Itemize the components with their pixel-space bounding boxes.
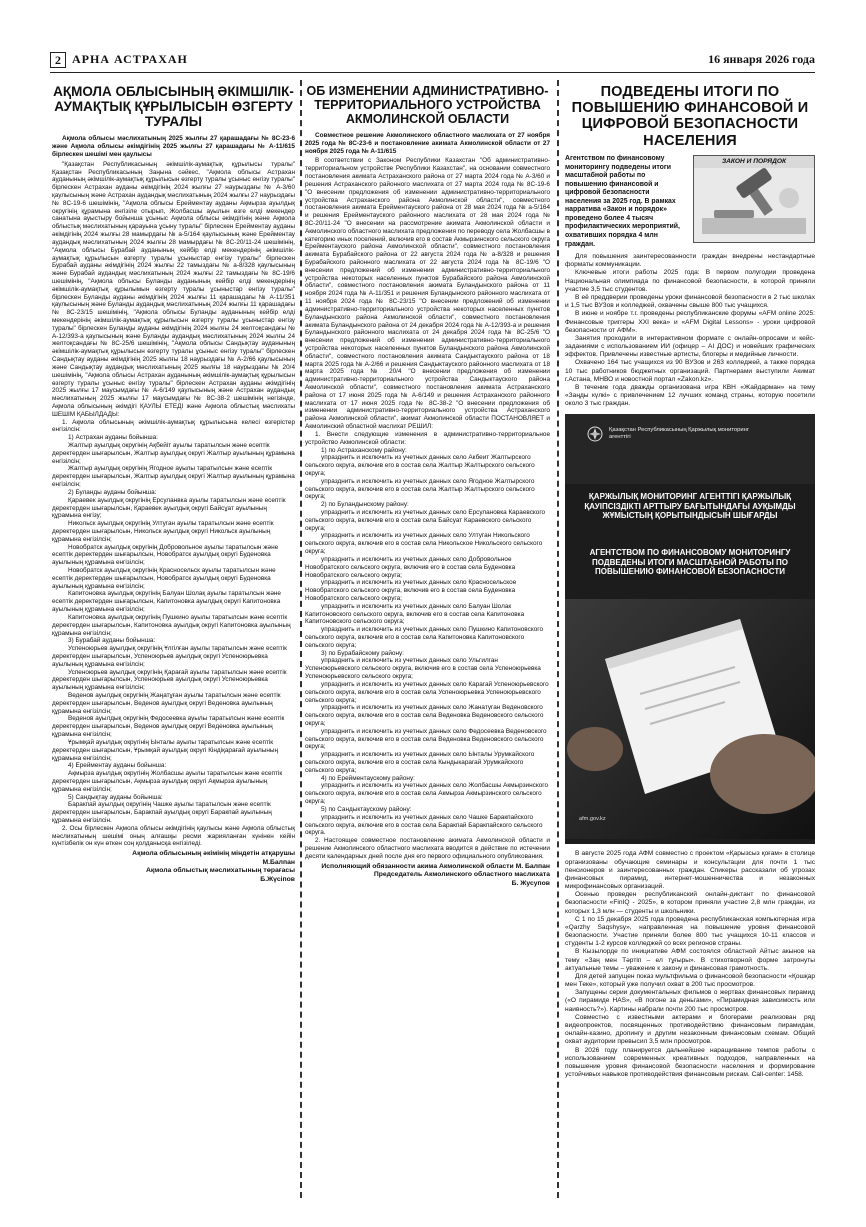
- paragraph: упразднить и исключить из учетных данных село Балуан Шолак Капитоновского сельского округа, включив его в состав села Капитоновка Капитоновского сельского округа;: [305, 602, 525, 626]
- article-afm-paras-bottom: [565, 850, 815, 1079]
- paragraph: В Кызылорде по инициативе АФМ состоялся областной Айтыс акынов на тему «Заң мен Тәртіп – ел тұғыры». В стихотворной форме затронуты актуальные темы – уважение к закону и финансовая грамотность.: [565, 948, 815, 972]
- paragraph: С 1 по 15 декабря 2025 года проведена республиканская компьютерная игра «Qarzhy Saqshysy», направленная на повышение уровня финансовой безопасности. Участие приняли более 800 тыс учащихся 10-11 классов и студенты 1-2 курсов колледжей со всех регионов страны.: [565, 915, 815, 948]
- paragraph: 5) по Сандыктаускому району:: [321, 805, 412, 813]
- gavel-illustration: [694, 168, 814, 242]
- paragraph: Охвачено 164 тыс учащихся из 90 ВУЗов и 263 колледжей, а также порядка 10 тыс работников бюджетных организаций. Партнерами выступили Акимат г.Астана, МНВО и новостной портал «Zakon.kz».: [565, 359, 815, 383]
- signer-2-title: Председатель Акмолинского областного маслихата: [373, 871, 550, 879]
- article-kz: [52, 80, 295, 1200]
- paragraph: Занятия проходили в интерактивном формате с онлайн-опросами и кейс-заданиями с использованием ИИ (офицер – AI ДОС) и новейших графических эффектов. Привлечены известные артисты, блогеры и медийные личности.: [565, 334, 815, 359]
- paragraph: Қараевек ауылдық округінің Ерсуланвка ауылы таратылсын және есептік деректерден шығарылсын, Қараевек ауылдық округі Байсұат ауылының құрамына енгізу;: [52, 496, 286, 520]
- law-and-order-photo: [693, 155, 815, 243]
- afm-banner: [565, 414, 815, 844]
- banner-url: afm.gov.kz: [579, 816, 606, 823]
- signer-1-name: М.Балпан: [262, 858, 295, 866]
- paragraph: В июне и ноябре т.г. проведены республиканские форумы «AFM online 2025: Финансовые триггеры XXI века» и «AFM Digital Lessons» - уроки цифровой безопасности от АФМ».: [565, 310, 815, 334]
- article-ru-preamble: В соответствии с Законом Республики Казахстан "Об административно-территориальном устройстве Республики Казахстан", на основании совместного постановления акимата Астраханского района от 27 марта 2024 года № А-3/60 и решения Астраханского районного маслихата от 27 марта 2024 года № 8С-19-6 "О внесении предложения об изменении административно-территориального устройства Астраханского района Акмолинской области", совместного постановления акимата Ерейментауского района от 28 мая 2024 года № а-5/164 и решения Ерейментауского районного маслихата от 28 мая 2024 года № 8С-20/11-24 "О внесении на рассмотрение акимата Акмолинской области и Акмолинского областного маслихата предложения по переводу села Жолбасшы в категорию иных поселений, включив его в состав Акмырзинского сельского округа Ерейментауского района Акмолинской области", совместного постановления акимата Бурабайского района от 22 августа 2024 года № а-8/328 и решения Бурабайского районного маслихата от 22 августа 2024 года № 8С-19/6 "О внесении предложений об изменении административно-территориального устройства некоторых населенных пунктов Бурабайского района Акмолинской области", совместного постановления акимата Буландынского района от 11 ноября 2024 года № А-11/351 и решения Буландынского районного маслихата от 11 ноября 2024 года № 8С-23/15 "О внесении предложений об изменении административно-территориального устройства некоторых населенных пунктов Буландынского района Акмолинской области", совместного постановления акимата Буландынского района от 24 декабря 2024 года № А-12/393-а и решения Буландынского районного маслихата от 24 декабря 2024 года № 8С-25/6 "О внесении предложений об изменении административно-территориального устройства некоторых населенных пунктов Буландынского района Акмолинской области", совместного постановления акимата Сандыктауского района от 18 марта 2025 года № А-2/66 и решения Сандыктауского районного маслихата от 18 марта 2025 года № 20/4 "О внесении предложения об изменении административно-территориального устройства Сандыктауского района Акмолинской области", совместного постановления акимата Астраханского района от 17 июня 2025 года № А-6/149 и решения Астраханского районного маслихата от 17 июня 2025 года № 8С-38-2 "О внесении предложения об изменении административно-территориального устройства Астраханского района Акмолинской области", акимат Акмолинской области ПОСТАНОВЛЯЕТ и Акмолинский областной маслихат РЕШИЛ:: [305, 157, 550, 431]
- article-ru-title: ОБ ИЗМЕНЕНИИ АДМИНИСТРАТИВНО-ТЕРРИТОРИАЛЬНОГО УСТРОЙСТВА АКМОЛИНСКОЙ ОБЛАСТИ: [306, 84, 549, 126]
- paragraph: Совместно с известными актерами и блогерами реализован ряд видеопроектов, посвященных противодействию финансовым пирамидам, онлайн-казино, дропингу и другим незаконным финансовым схемам. Общий охват аудитории превысил 3,5 млн просмотров.: [565, 1013, 815, 1046]
- article-kz-point-1: 1. Ақмола облысының әкімшілік-аумақтық құрылысына келесі өзгерістер енгізілсін:: [52, 418, 295, 434]
- paragraph: Веденов ауылдық округінің Федосеевка ауылы таратылсын және есептік деректерден шығарылсын, Веденов ауылдық округі Веденовка ауылының құрамына енгізілсін;: [52, 715, 285, 739]
- hand-with-document-illustration: [565, 599, 815, 839]
- paragraph: упразднить и исключить из учетных данных село Ултуган Никольского сельского округа, включив его в состав села Никольское Никольского сельского округа;: [305, 532, 543, 556]
- article-ru-point-1: 1. Внести следующие изменения в административно-территориальное устройство Акмолинской области:: [305, 430, 550, 446]
- article-kz-signatures: [52, 850, 295, 884]
- paragraph: 2) по Буландынскому району:: [321, 501, 409, 509]
- banner-headline-ru: АГЕНТСТВОМ ПО ФИНАНСОВОМУ МОНИТОРИНГУ ПОДВЕДЕНЫ ИТОГИ МАСШТАБНОЙ РАБОТЫ ПО ПОВЫШЕНИЮ ФИНАНСОВОЙ БЕЗОПАСНОСТИ: [589, 548, 791, 577]
- article-afm: [565, 80, 815, 1200]
- afm-logo-icon: [587, 426, 603, 442]
- paragraph: Новобратск ауылдық округінің Красносельск ауылы таратылсын және есептік деректерден шығарылсын, Новобратск ауылдық округі Буденовка ауылының құрамына енгізілсін;: [52, 567, 276, 590]
- article-kz-point-2: 2. Осы бірлескен Ақмола облысы әкімдігінің қаулысы және Ақмола облыстық мәслихатының шешімі оның алғашқы ресми жарияланған күнінен кейін күнтізбелік он күн өткен соң қолданысқа енгізіледі.: [52, 824, 295, 848]
- photo-label: ЗАКОН И ПОРЯДОК: [694, 156, 814, 168]
- article-kz-title: АҚМОЛА ОБЛЫСЫНЫҢ ӘКІМШІЛІК-АУМАҚТЫҚ ҚҰРЫЛЫСЫН ӨЗГЕРТУ ТУРАЛЫ: [53, 84, 294, 130]
- paragraph: 4) по Ерейментаускому району:: [321, 774, 415, 782]
- paragraph: Успеноюрьев ауылдық округінің Қарағай ауылы таратылсын және есептік деректерден шығарылсын, Успеноюрьев ауылдық округі Успеноюрьевка ауылының құрамына енгізілсін;: [52, 668, 287, 692]
- paragraph: Ұрымқай ауылдық округінің Ынталы ауылы таратылсын және есептік деректерден шығарылсын, Ұрымқай ауылдық округі Кіндіқарағай ауылының құрамына енгізілсін;: [52, 738, 279, 762]
- paragraph: В августе 2025 года АФМ совместно с проектом «Қарызсыз қоғам» в столице организованы обучающие семинары и консультации для почти 1 тыс пенсионеров и заинтересованных граждан. Спикеры рассказали об угрозах финансовых пирамид, интернет-мошенничества и незаконных микрофинансовых организаций.: [565, 850, 815, 891]
- paragraph: Ақмырза ауылдық округінің Жолбасшы ауылы таратылсын және есептік деректерден шығарылсын, Ақмырза ауылдық округі Ақмырза ауылының құрамына енгізілсін;: [52, 770, 283, 793]
- paragraph: 3) по Бурабайскому району:: [321, 649, 404, 657]
- paragraph: упразднить и исключить из учетных данных село Карагай Успеноюрьевского сельского округа, включив его в состав села Успеноюрьевка Успеноюрьевского сельского округа;: [305, 680, 549, 704]
- paragraph: В течение года дважды организована игра КВН «Жайдарман» на тему «Заңды күлкі» с привлечением 12 лучших команд страны, которую посетили около 3 тыс граждан.: [565, 383, 815, 408]
- article-ru-lead: Совместное решение Акмолинского областного маслихата от 27 ноября 2025 года № 8С-23-6 и постановление акимата Акмолинской области от 27 ноября 2025 года № А-11/615: [305, 132, 550, 155]
- paragraph: упразднить и исключить из учетных данных село Красносельское Новобратского сельского округа, включив его в состав села Буденовка Новобратского сельского округа;: [305, 579, 517, 602]
- page-number: 2: [50, 52, 66, 68]
- paragraph: упразднить и исключить из учетных данных село Пушкино Капитоновского сельского округа, включив его в состав села Капитоновка Капитоновского сельского округа;: [305, 626, 543, 649]
- paragraph: 3) Бурабай ауданы бойынша:: [68, 637, 156, 645]
- signer-2-title: Ақмола облыстық мәслихатының төрағасы: [145, 867, 295, 875]
- newspaper-name: АРНА АСТРАХАН: [72, 52, 188, 66]
- paragraph: Осенью проведен республиканский онлайн-диктант по финансовой безопасности «FinIQ - 2025», в котором приняли участие 2,8 млн граждан, из которых 1,3 млн — студенты и школьники.: [565, 891, 815, 915]
- paragraph: Жалтыр ауылдық округінің Ақбейіт ауылы таратылсын және есептік деректерден шығарылсын, Жалтыр ауылдық округі Жалтыр ауылының құрамына енгізілсін;: [52, 442, 295, 465]
- banner-logo-text: Қазақстан Республикасының Қаржылық мониторинг агенттігі: [609, 427, 749, 441]
- paragraph: 4) Ерейментау ауданы бойынша:: [68, 762, 167, 770]
- article-ru-signatures: [305, 863, 550, 888]
- paragraph: В её преддверии проведены уроки финансовой безопасности в 2 тыс школах и 1,5 тыс ВУЗов и колледжей, охвачены свыше 800 тыс учащихся.: [565, 293, 815, 310]
- column-divider-2: [557, 80, 559, 1198]
- masthead: [50, 50, 815, 73]
- banner-header: [565, 414, 815, 484]
- article-afm-intro: Агентством по финансовому мониторингу подведены итоги масштабной работы по повышению финансовой и цифровой безопасности населения за 2025 год. В рамках нарратива «Закон и порядок» проведено более 4 тысяч профилактических мероприятий, охвативших порядка 4 млн граждан.: [565, 154, 680, 248]
- paragraph: упразднить и исключить из учетных данных село Чашке Баракпайского сельского округа, включив его в состав села Баракпай Баракпайского сельского округа.: [305, 813, 543, 837]
- article-kz-preamble: "Қазақстан Республикасының әкімшілік-аумақтық құрылысы туралы" Қазақстан Республикасының Заңына сәйкес, "Ақмола облысы Астрахан ауданының әкімшілік-аумақтық құрылысын өзгерту туралы ұсыныс енгізу туралы" бірлескен Астрахан ауданы әкімдігінің 2024 жылғы 27 наурыздағы № А-3/60 қаулысының және Астрахан аудандық мәслихатының 2024 жылғы 27 наурыздағы № 8С-19-6 шешімінің, "Ақмола облысы Ерейментау ауданы Ақмырза ауылдық округінің құрамына енгізіле отырып, Жолбасшы ауылын өзге елді мекендер санатына ауыстыру бойынша ұсыныс Ақмола облысы әкімдігінің және Ақмола облыстық мәслихатының қарауына ұсыну туралы" бірлескен Ерейментау ауданы әкімдігінің 2024 жылғы 28 мамырдағы № а-5/164 қаулысының және Ерейментау аудандық мәслихатының 2024 жылғы 28 мамырдағы № 8С-20/11-24 шешімінің, "Ақмола облысы Бурабай ауданының кейбір елді мекендерінің әкімшілік-аумақтық құрылысын өзгерту туралы ұсыныстар енгізу туралы" бірлескен Бурабай ауданы әкімдігінің 2024 жылғы 22 тамыздағы № а-8/328 қаулысының және Бурабай аудандық мәслихатының 2024 жылғы 22 тамыздағы № 8С-19/6 шешімінің, "Ақмола облысы Буланды ауданының кейбір елді мекендерінің әкімшілік-аумақтық құрылымын өзгерту туралы ұсыныстар енгізу туралы" бірлескен Буланды ауданы әкімдігінің 2024 жылғы 11 қарашадағы № А-11/351 қаулысының және Буланды аудандық мәслихатының 2024 жылғы 11 қарашадағы № 8С-23/15 шешімінің, "Ақмола облысы Буланды ауданының кейбір елді мекендерінің әкімшілік-аумақтық құрылысын өзгерту туралы ұсыныстар енгізу туралы" бірлескен Буланды ауданы әкімдігінің 2024 жылғы 24 желтоқсандағы № А-12/393-а қаулысының және Буланды аудандық мәслихатының 2024 жылғы 24 желтоқсандағы № 8С-25/6 шешімінің, "Ақмола облысы Сандықтау ауданының әкімшілік-аумақтық құрылысын өзгерту туралы ұсыныс енгізу туралы" бірлескен Сандықтау ауданы әкімдігінің 2025 жылғы 18 наурыздағы № А-2/66 қаулысының және Сандықтау аудандық мәслихатының 2025 жылғы 18 наурыздағы № 20/4 шешімінің, "Ақмола облысы Астрахан ауданының әкімшілік-аумақтық құрылысын өзгерту туралы ұсыныс енгізу туралы" бірлескен Астрахан ауданы әкімдігінің 2025 жылғы 17 маусымдағы № А-6/149 қаулысының және Астрахан аудандық мәслихатының 2025 жылғы 17 маусымдағы № 8С-38-2 шешімінің негізінде, Ақмола облысының әкімдігі ҚАУЛЫ ЕТЕДІ және Ақмола облыстық мәслихаты ШЕШІМ ҚАБЫЛДАДЫ:: [52, 160, 295, 418]
- paragraph: Веденов ауылдық округінің Жаңатұған ауылы таратылсын және есептік деректерден шығарылсын, Веденов ауылдық округі Веденовка ауылының құрамына енгізілсін;: [52, 692, 281, 715]
- paragraph: упразднить и исключить из учетных данных село Жанатуган Веденовского сельского округа, включив его в состав села Веденовка Веденовского сельского округа;: [305, 704, 544, 727]
- paragraph: 1) по Астраханскому району:: [321, 446, 407, 454]
- paragraph: упразднить и исключить из учетных данных село Ягодное Жалтырского сельского округа, включив его в состав села Жалтыр Жалтырского сельского округа;: [305, 477, 535, 501]
- paragraph: упразднить и исключить из учетных данных село Ынталы Урумкайского сельского округа, включив его в состав села Кындыкарагай Урумкайского сельского округа;: [305, 751, 535, 774]
- paragraph: 1) Астрахан ауданы бойынша:: [68, 434, 158, 442]
- paragraph: Для повышения заинтересованности граждан внедрены нестандартные форматы коммуникации.: [565, 253, 815, 269]
- paragraph: Для детей запущен показ мультфильма о финансовой безопасности «Қошқар мен Теке», который уже получил охват в 200 тыс просмотров.: [565, 972, 815, 989]
- banner-headline-kz: ҚАРЖЫЛЫҚ МОНИТОРИНГ АГЕНТТІГІ ҚАРЖЫЛЫҚ ҚАУІПСІЗДІКТІ АРТТЫРУ БАҒЫТЫНДАҒЫ АУҚЫМДЫ ЖҰМЫСТЫҢ ҚОРЫТЫНДЫСЫН ШЫҒАРДЫ: [584, 492, 796, 521]
- signer-1-title: Ақмола облысының әкімінің міндетін атқарушы: [132, 850, 295, 858]
- paragraph: Капитоновка ауылдық округінің Пушкино ауылы таратылсын және есептік деректерден шығарылсын, Капитоновка ауылдық округі Капитоновка ауылының құрамына енгізілсін;: [52, 613, 291, 637]
- article-afm-paras-top: [565, 253, 815, 408]
- paragraph: упразднить и исключить из учетных данных село Добровольное Новобратского сельского округа, включив его в состав села Буденовка Новобратского сельского округа;: [305, 555, 516, 579]
- paragraph: упразднить и исключить из учетных данных село Ерсулановка Караевского сельского округа, включив его в состав села Байсуат Караевского сельского округа;: [305, 509, 546, 532]
- paragraph: Жалтыр ауылдық округінің Ягодное ауылы таратылсын және есептік деректерден шығарылсын, Жалтыр ауылдық округі Жалтыр ауылының құрамына енгізілсін;: [52, 465, 295, 489]
- paragraph: В 2026 году планируется дальнейшее наращивание темпов работы с использованием современных креативных подходов, направленных на повышение уровня финансовой безопасности населения и формирование устойчивых навыков противодействия финансовым рискам. Call-center: 1458.: [565, 1046, 815, 1079]
- paragraph: упразднить и исключить из учетных данных село Жолбасшы Акмырзинского сельского округа, включив его в состав села Акмырза Акмырзинского сельского округа;: [305, 782, 549, 806]
- paragraph: Запущены серии документальных фильмов о жертвах финансовых пирамид («О пирамиде НАS», «В погоне за деньгами», «Пирамидная зависимость или наивность?»). Картины набрали почти 200 тыс просмотров.: [565, 989, 815, 1013]
- article-ru: [305, 80, 550, 1200]
- column-divider-1: [300, 80, 302, 1198]
- article-afm-title: ПОДВЕДЕНЫ ИТОГИ ПО ПОВЫШЕНИЮ ФИНАНСОВОЙ И ЦИФРОВОЙ БЕЗОПАСНОСТИ НАСЕЛЕНИЯ: [571, 84, 809, 149]
- paragraph: 2) Буланды ауданы бойынша:: [68, 488, 157, 496]
- paragraph: Успеноюрьев ауылдық округінің Ұлгілған ауылы таратылсын және есептік деректерден шығарылсын, Успеноюрьев ауылдық округі Успеноюрьевка ауылының құрамына енгізілсін;: [52, 645, 287, 668]
- paragraph: Баракпай ауылдық округінің Чашке ауылы таратылсын және есептік деректерден шығарылсын, Баракпай ауылдық округі Баракпай ауылының құрамына енгізілсін.: [52, 801, 272, 825]
- issue-date: 16 января 2026 года: [708, 52, 815, 66]
- paragraph: Никольск ауылдық округінің Ултуган ауылы таратылсын және есептік деректерден шығарылсын, Никольск ауылдық округі Никольск ауылының құрамына енгізілсін;: [52, 520, 274, 543]
- article-kz-items: [52, 434, 295, 825]
- signer-2-name: Б. Жусупов: [511, 879, 550, 887]
- paragraph: Новобратск ауылдық округінің Добровольное ауылы таратылсын және есептік деректерден шығарылсын, Новобратск ауылдық округі Буденовка ауылының құрамына енгізілсін;: [52, 543, 279, 567]
- signer-1: Исполняющий обязанности акима Акмолинской области М. Балпан: [321, 862, 550, 870]
- article-ru-items: [305, 447, 550, 838]
- paragraph: упразднить и исключить из учетных данных село Ульгилган Успеноюрьевского сельского округа, включив его в состав села Успеноюрьевка Успеноюрьевского сельского округа;: [305, 657, 541, 681]
- paragraph: Капитоновка ауылдық округінің Балуан Шолақ ауылы таратылсын және есептік деректерден шығарылсын, Капитоновка ауылдық округі Капитоновка ауылының құрамына енгізілсін;: [52, 590, 281, 614]
- paragraph: Ключевые итоги работы 2025 года: В первом полугодии проведена Национальная олимпиада по финансовой безопасности, в которой приняли участие 3,5 тыс студентов.: [565, 269, 815, 293]
- paragraph: упразднить и исключить из учетных данных село Федосеевка Веденовского сельского округа, включив его в состав села Веденовка Веденовского сельского округа;: [305, 727, 547, 751]
- article-ru-point-2: 2. Настоящее совместное постановление акимата Акмолинской области и решение Акмолинского областного маслихата вводится в действие по истечении десяти календарных дней после дня его первого официального опубликования.: [305, 837, 550, 860]
- signer-2-name: Б.Жүсіпов: [260, 875, 295, 883]
- article-kz-lead: Ақмола облысы мәслихатының 2025 жылғы 27 қарашадағы № 8С-23-6 және Ақмола облысы әкімдігінің 2025 жылғы 27 қарашадағы № А-11/615 бірлескен шешімі мен қаулысы: [52, 135, 295, 158]
- paragraph: упразднить и исключить из учетных данных село Акбеит Жалтырского сельского округа, включив его в состав села Жалтыр Жалтырского сельского округа;: [305, 454, 535, 477]
- paragraph: 5) Сандықтау ауданы бойынша:: [68, 793, 163, 801]
